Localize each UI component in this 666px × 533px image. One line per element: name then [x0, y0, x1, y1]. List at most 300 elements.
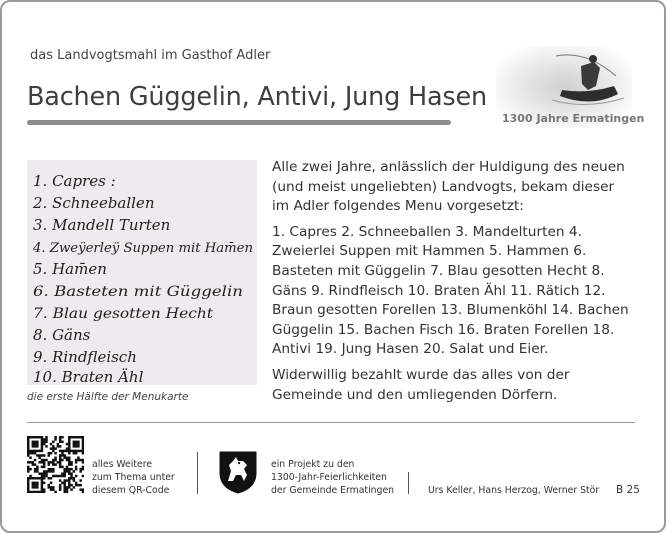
qr-module	[63, 454, 65, 456]
qr-module	[45, 436, 47, 438]
qr-module	[57, 443, 59, 445]
qr-module	[38, 491, 40, 493]
qr-module	[82, 466, 84, 468]
qr-module	[63, 468, 65, 470]
qr-module	[27, 447, 29, 449]
qr-module	[82, 491, 84, 493]
qr-module	[73, 486, 75, 488]
qr-module	[27, 450, 29, 452]
qr-module	[29, 477, 31, 479]
qr-module	[59, 475, 61, 477]
qr-module	[57, 445, 59, 447]
qr-module	[82, 443, 84, 445]
qr-module	[77, 457, 79, 459]
qr-module	[45, 438, 47, 440]
qr-module	[41, 450, 43, 452]
qr-module	[59, 488, 61, 490]
qr-module	[79, 450, 81, 452]
qr-text-line: zum Thema unter	[92, 472, 175, 483]
qr-module	[75, 468, 77, 470]
qr-module	[79, 488, 81, 490]
closing-paragraph: Widerwillig bezahlt wurde das alles von der Gemeinde und den umliegenden Dörfern.	[272, 366, 570, 403]
qr-module	[48, 470, 50, 472]
qr-module	[38, 454, 40, 456]
qr-module	[29, 457, 31, 459]
qr-module	[45, 459, 47, 461]
qr-module	[68, 482, 70, 484]
qr-module	[38, 457, 40, 459]
qr-module	[41, 486, 43, 488]
qr-module	[52, 447, 54, 449]
qr-module	[68, 461, 70, 463]
qr-module	[50, 477, 52, 479]
qr-module	[41, 491, 43, 493]
menu-line: 10. Braten Ähl	[33, 368, 144, 385]
qr-module	[43, 459, 45, 461]
authors: Urs Keller, Hans Herzog, Werner Stör	[428, 485, 600, 496]
qr-module	[61, 450, 63, 452]
qr-text-line: alles Weitere	[92, 459, 153, 470]
qr-module	[32, 482, 34, 484]
qr-module	[43, 438, 45, 440]
qr-module	[61, 475, 63, 477]
qr-module	[43, 441, 45, 443]
qr-module	[27, 468, 29, 470]
qr-module	[59, 457, 61, 459]
qr-module	[27, 438, 29, 440]
qr-module	[27, 491, 29, 493]
qr-module	[70, 463, 72, 465]
qr-module	[59, 438, 61, 440]
qr-module	[50, 468, 52, 470]
qr-module	[41, 461, 43, 463]
qr-module	[29, 475, 31, 477]
qr-module	[32, 477, 34, 479]
qr-module	[41, 459, 43, 461]
qr-module	[63, 457, 65, 459]
qr-module	[29, 452, 31, 454]
qr-module	[70, 468, 72, 470]
qr-module	[54, 436, 56, 438]
qr-module	[36, 482, 38, 484]
qr-module	[66, 450, 68, 452]
qr-module	[77, 450, 79, 452]
qr-module	[66, 488, 68, 490]
qr-module	[52, 445, 54, 447]
qr-module	[82, 441, 84, 443]
qr-module	[32, 491, 34, 493]
qr-module	[50, 488, 52, 490]
qr-module	[68, 472, 70, 474]
qr-module	[41, 479, 43, 481]
qr-module	[48, 463, 50, 465]
qr-module	[34, 452, 36, 454]
qr-module	[70, 472, 72, 474]
qr-module	[41, 477, 43, 479]
qr-module	[61, 472, 63, 474]
qr-module	[66, 486, 68, 488]
qr-module	[41, 466, 43, 468]
qr-module	[36, 441, 38, 443]
qr-module	[73, 443, 75, 445]
qr-module	[82, 436, 84, 438]
qr-module	[77, 484, 79, 486]
qr-module	[29, 491, 31, 493]
qr-module	[43, 461, 45, 463]
qr-module	[38, 477, 40, 479]
qr-module	[82, 459, 84, 461]
qr-module	[68, 470, 70, 472]
qr-module	[43, 491, 45, 493]
qr-module	[34, 463, 36, 465]
qr-module	[52, 470, 54, 472]
qr-module	[34, 443, 36, 445]
qr-module	[27, 461, 29, 463]
project-text-line: 1300-Jahr-Feierlichkeiten	[271, 472, 387, 483]
qr-module	[68, 484, 70, 486]
qr-module	[70, 477, 72, 479]
page-title: Bachen Güggelin, Antivi, Jung Hasen	[27, 82, 487, 112]
qr-module	[45, 470, 47, 472]
qr-module	[66, 479, 68, 481]
qr-module	[34, 484, 36, 486]
qr-module	[41, 445, 43, 447]
qr-module	[63, 475, 65, 477]
qr-module	[70, 436, 72, 438]
qr-module	[54, 475, 56, 477]
qr-module	[27, 443, 29, 445]
qr-module	[34, 468, 36, 470]
qr-module	[77, 441, 79, 443]
qr-module	[36, 491, 38, 493]
qr-module	[54, 463, 56, 465]
menu-line: 2. Schneeballen	[33, 194, 155, 212]
footer-divider	[27, 422, 635, 423]
qr-module	[59, 461, 61, 463]
qr-module	[75, 436, 77, 438]
qr-module	[52, 486, 54, 488]
qr-module	[29, 450, 31, 452]
qr-module	[75, 452, 77, 454]
qr-module	[32, 463, 34, 465]
qr-module	[36, 443, 38, 445]
qr-module	[36, 445, 38, 447]
footer-separator	[408, 472, 409, 494]
qr-module	[63, 482, 65, 484]
qr-code-graphic	[27, 436, 84, 493]
qr-module	[77, 459, 79, 461]
qr-module	[70, 461, 72, 463]
qr-module	[75, 484, 77, 486]
intro-paragraph: Alle zwei Jahre, anlässlich der Huldigung des neuen (und meist ungeliebten) Landvogts, bekam dieser im Adler folgendes Menu vorgesetzt:	[272, 159, 625, 215]
qr-module	[34, 482, 36, 484]
qr-module	[36, 470, 38, 472]
qr-module	[48, 468, 50, 470]
qr-module	[68, 468, 70, 470]
menu-line: 6. Basteten mit Güggelin	[33, 284, 243, 300]
qr-module	[82, 468, 84, 470]
qr-module	[68, 450, 70, 452]
qr-module	[41, 482, 43, 484]
qr-module	[73, 470, 75, 472]
qr-module	[68, 452, 70, 454]
qr-module	[48, 452, 50, 454]
menu-line: 8. Gäns	[33, 326, 91, 344]
qr-module	[68, 447, 70, 449]
qr-module	[75, 466, 77, 468]
menu-line: 7. Blau gesotten Hecht	[33, 306, 214, 322]
qr-module	[75, 482, 77, 484]
menu-line: 4. Zweÿerleÿ Suppen mit Ham̄en	[31, 241, 254, 256]
qr-module	[52, 468, 54, 470]
qr-module	[63, 488, 65, 490]
qr-module	[75, 459, 77, 461]
qr-module	[75, 443, 77, 445]
qr-module	[66, 457, 68, 459]
body-text	[272, 158, 634, 411]
qr-module	[50, 482, 52, 484]
qr-module	[59, 454, 61, 456]
qr-module	[48, 461, 50, 463]
qr-module	[66, 491, 68, 493]
menu-line: 3. Mandell Turten	[33, 216, 171, 234]
qr-module	[73, 450, 75, 452]
qr-module	[43, 475, 45, 477]
qr-module	[70, 484, 72, 486]
page-number: B 25	[616, 484, 640, 496]
qr-module	[32, 445, 34, 447]
qr-module	[54, 459, 56, 461]
ermatingen-crest-icon	[219, 451, 257, 494]
qr-module	[61, 459, 63, 461]
qr-module	[73, 441, 75, 443]
qr-module	[66, 470, 68, 472]
qr-module	[73, 477, 75, 479]
qr-module	[79, 459, 81, 461]
qr-module	[52, 475, 54, 477]
qr-module	[73, 436, 75, 438]
qr-module	[27, 488, 29, 490]
qr-module	[82, 438, 84, 440]
qr-module	[27, 470, 29, 472]
qr-module	[48, 454, 50, 456]
qr-module	[59, 459, 61, 461]
qr-module	[43, 482, 45, 484]
qr-module	[82, 461, 84, 463]
qr-module	[82, 445, 84, 447]
qr-module	[79, 470, 81, 472]
qr-module	[36, 486, 38, 488]
qr-module	[48, 477, 50, 479]
qr-module	[63, 491, 65, 493]
menu-line: 5. Ham̄en	[33, 260, 107, 278]
qr-module	[59, 450, 61, 452]
qr-module	[66, 468, 68, 470]
qr-module	[61, 482, 63, 484]
qr-module	[63, 472, 65, 474]
qr-module	[73, 479, 75, 481]
qr-module	[38, 450, 40, 452]
qr-module	[59, 445, 61, 447]
qr-module	[50, 486, 52, 488]
qr-module	[63, 470, 65, 472]
qr-module	[34, 445, 36, 447]
page-subtitle: das Landvogtsmahl im Gasthof Adler	[30, 48, 271, 63]
qr-module	[68, 459, 70, 461]
qr-module	[82, 447, 84, 449]
qr-module	[82, 475, 84, 477]
qr-module	[59, 436, 61, 438]
qr-module	[41, 436, 43, 438]
project-description	[271, 458, 394, 497]
qr-module	[52, 450, 54, 452]
qr-module	[43, 466, 45, 468]
qr-module	[41, 441, 43, 443]
qr-module	[68, 477, 70, 479]
qr-module	[41, 475, 43, 477]
title-underline	[27, 120, 451, 125]
qr-module	[36, 450, 38, 452]
qr-module	[63, 479, 65, 481]
qr-module	[43, 443, 45, 445]
footer-separator	[197, 452, 198, 494]
qr-module	[27, 486, 29, 488]
historic-menu-image	[27, 160, 257, 385]
qr-module	[66, 447, 68, 449]
qr-module	[73, 445, 75, 447]
qr-module	[68, 441, 70, 443]
qr-module	[68, 457, 70, 459]
qr-module	[75, 450, 77, 452]
qr-module	[29, 436, 31, 438]
qr-module	[61, 441, 63, 443]
qr-module	[66, 466, 68, 468]
qr-module	[34, 441, 36, 443]
qr-module	[70, 475, 72, 477]
qr-module	[59, 441, 61, 443]
qr-module	[63, 450, 65, 452]
qr-module	[75, 445, 77, 447]
qr-module	[34, 450, 36, 452]
qr-module	[52, 441, 54, 443]
qr-module	[61, 454, 63, 456]
qr-module	[79, 468, 81, 470]
menu-list-paragraph: 1. Capres 2. Schneeballen 3. Mandelturten 4. Zweierlei Suppen mit Hammen 5. Hammen 6. Basteten mit Güggelin 7. Blau gesotten Hecht 8. Gäns 9. Rindfleisch 10. Braten Ähl 11. Rätich 12. Braun gesotten Forellen 13. Blumenköhl 14. Bachen Güggelin 15. Bachen Fisch 16. Braten Forellen 18. Antivi 19. Jung Hasen 20. Salat und Eier.	[272, 223, 629, 358]
qr-module	[61, 466, 63, 468]
project-text-line: der Gemeinde Ermatingen	[271, 485, 395, 496]
qr-module	[59, 486, 61, 488]
qr-module	[29, 468, 31, 470]
qr-module	[52, 459, 54, 461]
qr-module	[27, 482, 29, 484]
qr-module	[27, 445, 29, 447]
qr-module	[68, 463, 70, 465]
qr-module	[43, 454, 45, 456]
qr-module	[41, 438, 43, 440]
qr-module	[54, 491, 56, 493]
qr-module	[34, 470, 36, 472]
qr-module	[41, 488, 43, 490]
qr-module	[57, 461, 59, 463]
qr-module	[34, 477, 36, 479]
qr-module	[50, 443, 52, 445]
qr-module	[77, 436, 79, 438]
qr-module	[34, 459, 36, 461]
qr-module	[32, 484, 34, 486]
qr-module	[54, 457, 56, 459]
qr-module	[82, 488, 84, 490]
qr-module	[41, 484, 43, 486]
qr-module	[41, 443, 43, 445]
menu-line: 1. Capres :	[33, 172, 116, 190]
menu-line: 9. Rindfleisch	[33, 348, 137, 366]
qr-description	[92, 458, 175, 497]
qr-module	[68, 479, 70, 481]
qr-module	[66, 459, 68, 461]
qr-module	[79, 479, 81, 481]
qr-module	[52, 488, 54, 490]
qr-module	[41, 472, 43, 474]
qr-module	[68, 438, 70, 440]
qr-module	[77, 445, 79, 447]
qr-module	[43, 488, 45, 490]
qr-module	[27, 452, 29, 454]
qr-module	[68, 445, 70, 447]
qr-module	[32, 441, 34, 443]
qr-module	[41, 454, 43, 456]
qr-module	[27, 479, 29, 481]
qr-module	[34, 486, 36, 488]
qr-module	[63, 486, 65, 488]
qr-text-line: diesem QR-Code	[92, 485, 170, 496]
qr-module	[59, 466, 61, 468]
qr-module	[32, 461, 34, 463]
qr-module	[50, 470, 52, 472]
qr-module	[29, 461, 31, 463]
qr-module	[27, 477, 29, 479]
qr-module	[68, 436, 70, 438]
qr-module	[70, 488, 72, 490]
logo-caption: 1300 Jahre Ermatingen	[502, 112, 645, 125]
qr-module	[38, 461, 40, 463]
handwritten-menu-card	[27, 160, 257, 385]
qr-module	[27, 436, 29, 438]
qr-module	[43, 463, 45, 465]
qr-module	[82, 450, 84, 452]
qr-module	[54, 447, 56, 449]
qr-module	[68, 443, 70, 445]
qr-module	[82, 452, 84, 454]
qr-module	[34, 491, 36, 493]
qr-module	[43, 477, 45, 479]
qr-module	[52, 461, 54, 463]
qr-module	[61, 452, 63, 454]
qr-module	[27, 466, 29, 468]
qr-module	[34, 436, 36, 438]
qr-module	[32, 486, 34, 488]
qr-module	[68, 486, 70, 488]
qr-code[interactable]	[27, 436, 84, 493]
qr-module	[79, 436, 81, 438]
qr-module	[66, 443, 68, 445]
qr-module	[45, 441, 47, 443]
qr-module	[27, 484, 29, 486]
qr-module	[45, 445, 47, 447]
qr-module	[36, 477, 38, 479]
qr-module	[45, 472, 47, 474]
qr-module	[73, 452, 75, 454]
qr-module	[50, 447, 52, 449]
